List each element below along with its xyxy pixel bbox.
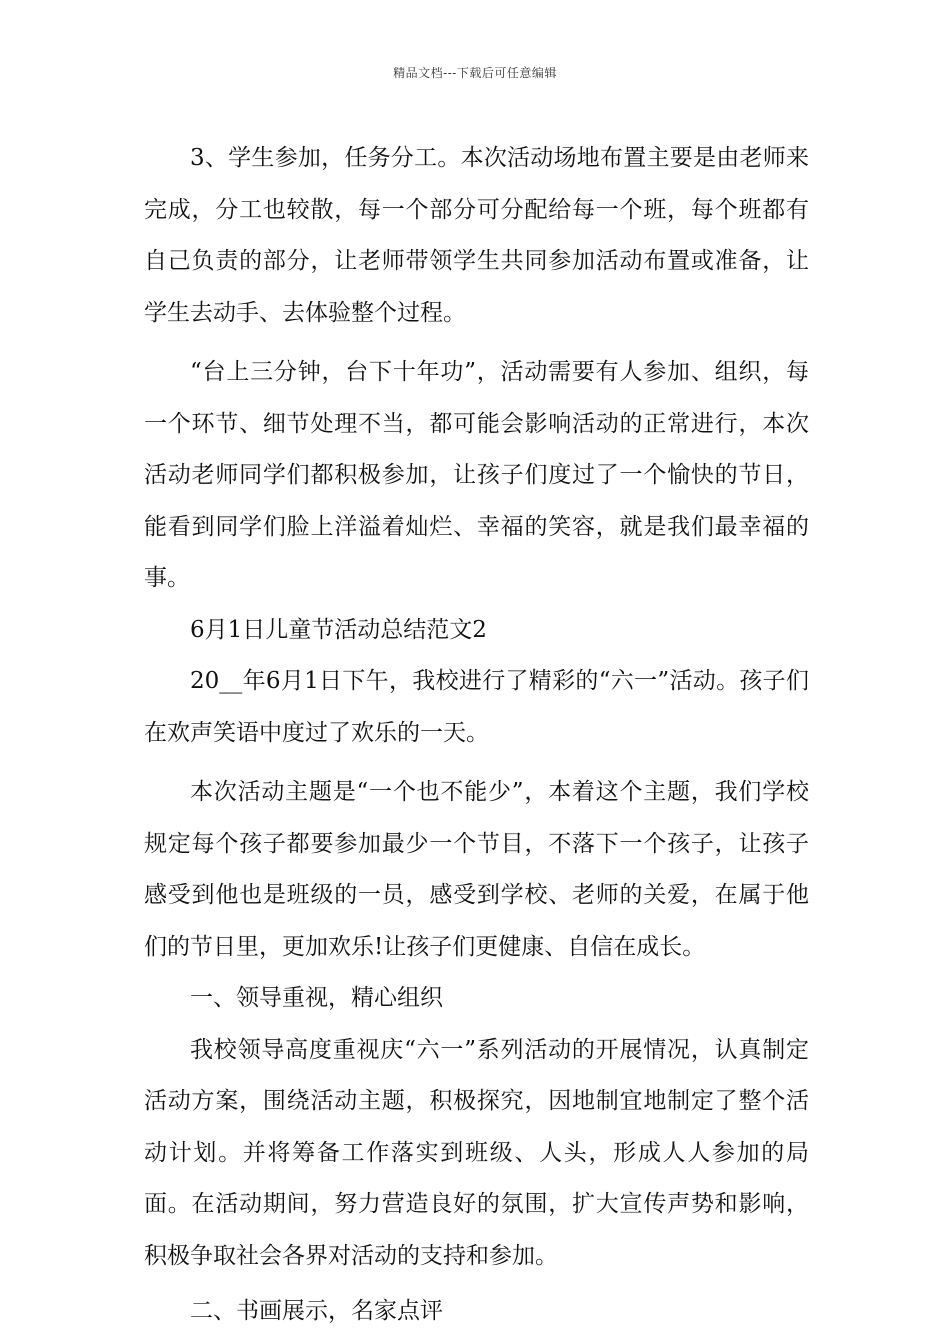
page-header: 精品文档---下载后可任意编辑 [393,66,557,80]
paragraph-task-division: 3、学生参加，任务分工。本次活动场地布置主要是由老师来完成，分工也较散，每一个部分可分配给每一个班，每个班都有自己负责的部分，让老师带领学生共同参加活动布置或准备，让学生去动手、去体验整个过程。 [144,145,809,326]
section-title-sample-2: 6月1日儿童节活动总结范文2 [190,616,487,643]
section-heading-leadership: 一、领导重视，精心组织 [190,985,443,1011]
paragraph-stage-quote: “台上三分钟，台下十年功”，活动需要有人参加、组织，每一个环节、细节处理不当，都可能会影响活动的正常进行，本次活动老师同学们都积极参加，让孩子们度过了一个愉快的节日，能看到同学们脸上洋溢着灿烂、幸福的笑容，就是我们最幸福的事。 [144,359,809,591]
paragraph-event-date: 20__年6月1日下午，我校进行了精彩的“六一”活动。孩子们在欢声笑语中度过了欢乐的一天。 [144,668,809,746]
section-heading-calligraphy: 二、书画展示，名家点评 [190,1298,443,1324]
paragraph-leadership: 我校领导高度重视庆“六一”系列活动的开展情况，认真制定活动方案，围绕活动主题，积极探究，因地制宜地制定了整个活动计划。并将筹备工作落实到班级、人头，形成人人参加的局面。在活动期间，努力营造良好的氛围，扩大宣传声势和影响，积极争取社会各界对活动的支持和参加。 [144,1036,809,1269]
paragraph-theme: 本次活动主题是“一个也不能少”，本着这个主题，我们学校规定每个孩子都要参加最少一个节目，不落下一个孩子，让孩子感受到他也是班级的一员，感受到学校、老师的关爱，在属于他们的节日里，更加欢乐!让孩子们更健康、自信在成长。 [144,779,809,960]
document-body [144,133,809,1338]
